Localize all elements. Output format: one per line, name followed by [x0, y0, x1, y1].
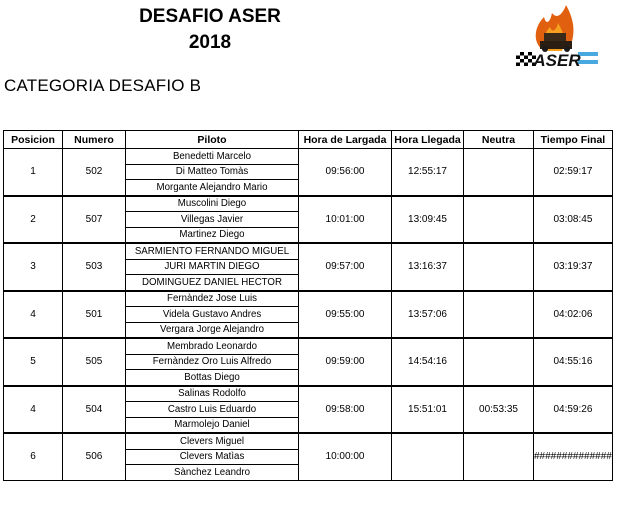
pilot-cell: Martinez Diego: [126, 227, 299, 243]
aser-logo: [514, 3, 600, 71]
pilot-cell: Salinas Rodolfo: [126, 386, 299, 402]
position-cell: 4: [4, 386, 63, 434]
pilot-cell: SARMIENTO FERNANDO MIGUEL: [126, 243, 299, 259]
table-row: [4, 196, 613, 212]
position-cell: 2: [4, 196, 63, 244]
position-cell: 1: [4, 149, 63, 196]
table-row: [4, 291, 613, 307]
final-time-cell: 04:02:06: [534, 291, 613, 339]
pilot-cell: Morgante Alejandro Mario: [126, 180, 299, 196]
page-subtitle-year: 2018: [188, 32, 232, 53]
results-table: [3, 130, 613, 481]
table-row: [4, 386, 613, 402]
arrival-time-cell: [392, 433, 464, 480]
final-time-cell: 03:08:45: [534, 196, 613, 244]
arrival-time-cell: 14:54:16: [392, 338, 464, 386]
position-cell: 6: [4, 433, 63, 480]
pilot-cell: Fernàndez Jose Luis: [126, 291, 299, 307]
start-time-cell: 09:56:00: [299, 149, 392, 196]
number-cell: 505: [63, 338, 126, 386]
pilot-cell: Sànchez Leandro: [126, 465, 299, 481]
position-cell: 4: [4, 291, 63, 339]
start-time-cell: 09:57:00: [299, 243, 392, 291]
number-cell: 502: [63, 149, 126, 196]
start-time-cell: 10:00:00: [299, 433, 392, 480]
column-header: Tiempo Final: [534, 131, 613, 149]
table-row: [4, 338, 613, 354]
neutral-time-cell: [464, 243, 534, 291]
page-title: DESAFIO ASER: [139, 6, 281, 27]
column-header: Hora de Largada: [299, 131, 392, 149]
number-cell: 507: [63, 196, 126, 244]
final-time-cell: 02:59:17: [534, 149, 613, 196]
neutral-time-cell: [464, 433, 534, 480]
arrival-time-cell: 13:16:37: [392, 243, 464, 291]
pilot-cell: Videla Gustavo Andres: [126, 307, 299, 323]
category-heading: CATEGORIA DESAFIO B: [4, 76, 202, 95]
table-row: [4, 243, 613, 259]
final-time-cell: 04:59:26: [534, 386, 613, 434]
pilot-cell: Benedetti Marcelo: [126, 149, 299, 165]
pilot-cell: DOMINGUEZ DANIEL HECTOR: [126, 275, 299, 291]
pilot-cell: Castro Luis Eduardo: [126, 402, 299, 418]
arrival-time-cell: 13:09:45: [392, 196, 464, 244]
pilot-cell: Membrado Leonardo: [126, 338, 299, 354]
position-cell: 5: [4, 338, 63, 386]
position-cell: 3: [4, 243, 63, 291]
arrival-time-cell: 12:55:17: [392, 149, 464, 196]
pilot-cell: Marmolejo Daniel: [126, 417, 299, 433]
pilot-cell: Di Matteo Tomàs: [126, 164, 299, 180]
start-time-cell: 09:55:00: [299, 291, 392, 339]
column-header: Hora Llegada: [392, 131, 464, 149]
neutral-time-cell: 00:53:35: [464, 386, 534, 434]
pilot-cell: Muscolini Diego: [126, 196, 299, 212]
final-time-cell: 04:55:16: [534, 338, 613, 386]
number-cell: 504: [63, 386, 126, 434]
neutral-time-cell: [464, 291, 534, 339]
pilot-cell: Bottas Diego: [126, 370, 299, 386]
pilot-cell: Clevers Miguel: [126, 433, 299, 449]
neutral-time-cell: [464, 338, 534, 386]
pilot-cell: JURI MARTIN DIEGO: [126, 259, 299, 275]
logo-wordmark: ASER: [533, 51, 581, 70]
column-header: Numero: [63, 131, 126, 149]
table-header-row: [4, 131, 613, 149]
arrival-time-cell: 13:57:06: [392, 291, 464, 339]
neutral-time-cell: [464, 149, 534, 196]
start-time-cell: 09:59:00: [299, 338, 392, 386]
number-cell: 503: [63, 243, 126, 291]
table-row: [4, 149, 613, 165]
column-header: Piloto: [126, 131, 299, 149]
number-cell: 501: [63, 291, 126, 339]
number-cell: 506: [63, 433, 126, 480]
neutral-time-cell: [464, 196, 534, 244]
start-time-cell: 09:58:00: [299, 386, 392, 434]
start-time-cell: 10:01:00: [299, 196, 392, 244]
column-header: Neutra: [464, 131, 534, 149]
column-header: Posicion: [4, 131, 63, 149]
pilot-cell: Vergara Jorge Alejandro: [126, 322, 299, 338]
table-row: [4, 433, 613, 449]
pilot-cell: Fernàndez Oro Luis Alfredo: [126, 354, 299, 370]
final-time-cell: ##############: [534, 433, 613, 480]
pilot-cell: Clevers Matìas: [126, 449, 299, 465]
pilot-cell: Villegas Javier: [126, 212, 299, 228]
arrival-time-cell: 15:51:01: [392, 386, 464, 434]
final-time-cell: 03:19:37: [534, 243, 613, 291]
